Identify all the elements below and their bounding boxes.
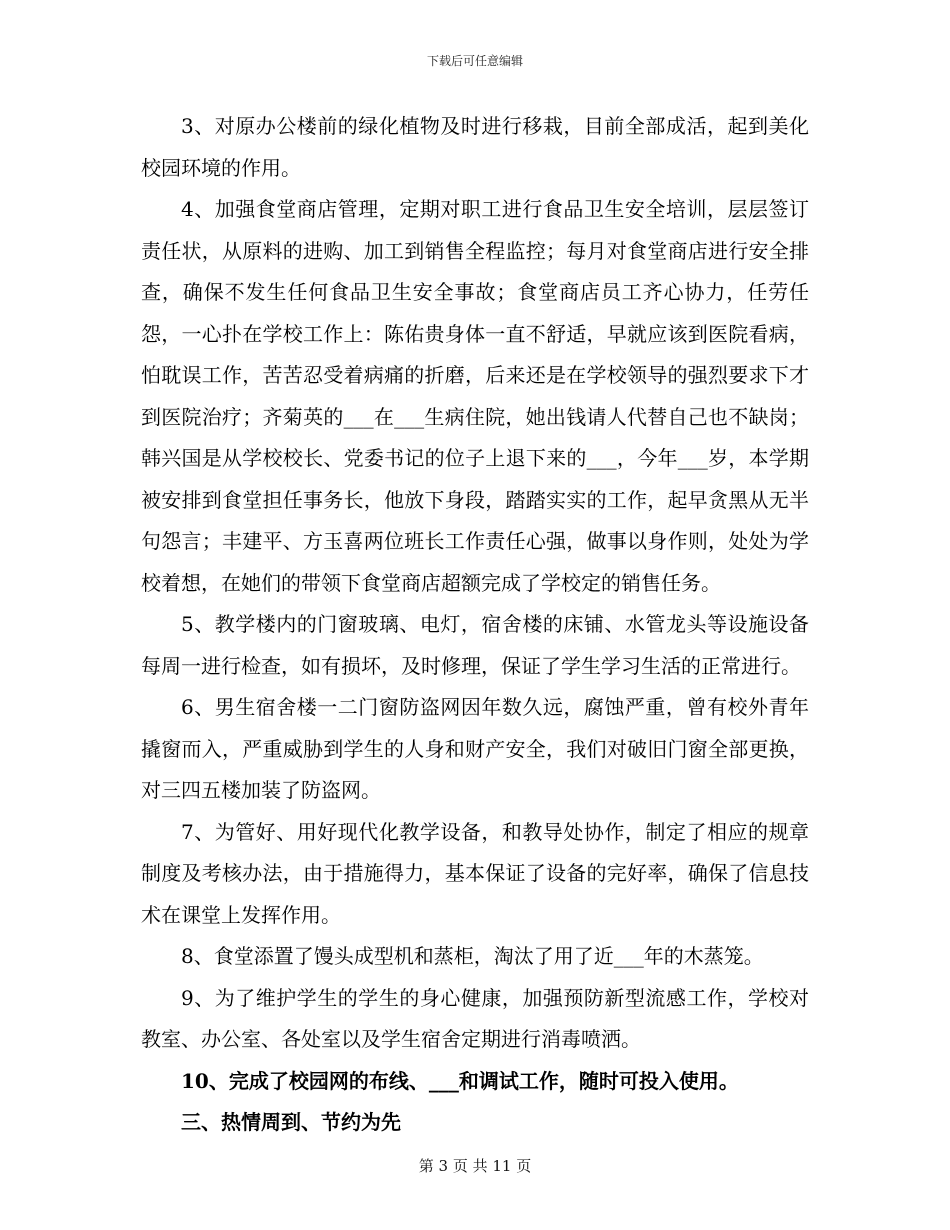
paragraph-item-8: 8、食堂添置了馒头成型机和蒸柜，淘汰了用了近___年的木蒸笼。 <box>181 944 764 968</box>
document-body <box>141 106 809 1144</box>
paragraph-item-9: 9、为了维护学生的学生的身心健康，加强预防新型流感工作，学校对教室、办公室、各处室以及学生宿舍定期进行消毒喷洒。 <box>141 985 809 1051</box>
paragraph-item-6: 6、男生宿舍楼一二门窗防盗网因年数久远，腐蚀严重，曾有校外青年撬窗而入，严重威胁到学生的人身和财产安全，我们对破旧门窗全部更换，对三四五楼加装了防盗网。 <box>141 695 809 802</box>
paragraph-item-10: 10、完成了校园网的布线、___和调试工作，随时可投入使用。 <box>181 1068 739 1093</box>
paragraph-item-5: 5、教学楼内的门窗玻璃、电灯，宿舍楼的床铺、水管龙头等设施设备每周一进行检查，如有损坏，及时修理，保证了学生学习生活的正常进行。 <box>141 612 809 678</box>
page-header: 下载后可任意编辑 <box>426 54 523 68</box>
page-number-footer: 第 3 页 共 11 页 <box>418 1157 532 1175</box>
paragraph-item-4: 4、加强食堂商店管理，定期对职工进行食品卫生安全培训，层层签订责任状，从原料的进购、加工到销售全程监控；每月对食堂商店进行安全排查，确保不发生任何食品卫生安全事故；食堂商店员工齐心协力，任劳任怨，一心扑在学校工作上：陈佑贵身体一直不舒适，早就应该到医院看病，怕耽误工作，苦苦忍受着病痛的折磨，后来还是在学校领导的强烈要求下才到医院治疗；齐菊英的___在___生病住院，她出钱请人代替自己也不缺岗；韩兴国是从学校校长、党委书记的位子上退下来的___，今年___岁，本学期被安排到食堂担任事务长，他放下身段，踏踏实实的工作，起早贪黑从无半句怨言；丰建平、方玉喜两位班长工作责任心强，做事以身作则，处处为学校着想，在她们的带领下食堂商店超额完成了学校定的销售任务。 <box>141 197 809 595</box>
paragraph-item-7: 7、为管好、用好现代化教学设备，和教导处协作，制定了相应的规章制度及考核办法，由于措施得力，基本保证了设备的完好率，确保了信息技术在课堂上发挥作用。 <box>141 819 809 927</box>
paragraph-item-3: 3、对原办公楼前的绿化植物及时进行移栽，目前全部成活，起到美化校园环境的作用。 <box>141 114 809 180</box>
section-heading: 三、热情周到、节约为先 <box>181 1110 401 1134</box>
